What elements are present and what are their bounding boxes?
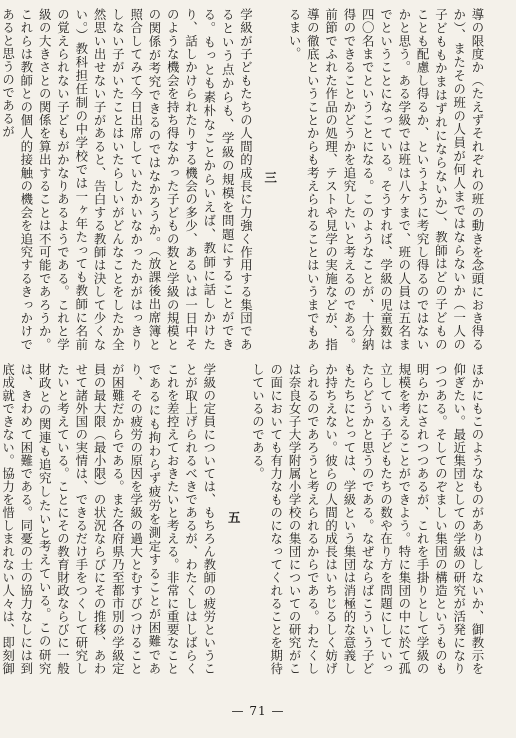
section-5-heading: 五: [226, 510, 242, 528]
section-3-heading: 三: [262, 171, 278, 188]
upper-text-block: [0, 8, 486, 351]
lower-text-block: [0, 363, 486, 675]
continuation-paragraph: ほかにもこのようなものがありはしないか、御教示を仰ぎたい。最近集団としての学級の研究が活発になりつつある。そしてのぞましい集団の構造というものも明らかにされつつあるが、これを手掛りとして学級の規模を考えることができよう。特に集団の中に於て孤立している子どもたちの数や在り方を問題にしていったらどうかと思うのである。なぜならばこういう子どもたちにとっては、学級という集団は消極的な意義しか持ちえない。彼らの人間的成長はいちじるしく妨げられるのであろうと考えられるからである。わたくしは奈良女子大学附属小学校の集団についての研究がこの面においても有力なものになってくれることを期待しているのである。: [250, 363, 485, 675]
section-3-paragraph: 学級が子どもたちの人間的成長に力強く作用する集団であるという点からも、学級の規模を問題にすることができる。もっとも素朴なことからいえば、教師に話しかけたり、話しかけられたりする機会の多少、あるいは一日中そのような機会を持ち得なかった子どもの数と学級の規模との関係が考究できるのではなかろうか。（放課後出席簿と照合してみて今日出席していたかいなかったかがはっきりしない子がいたことはいたらしいがどんなことをしたか全然思い出せない子があると、告白する教師は決して少くない。）教科担任制の中学校では一ヶ年たっても教師に名前の覚えられない子どもがかなりあるようである。これと学級の大きさとの関係を算出することは不可能であろうか。これらは教師との個人的接触の機会を追究するきっかけであると思うのであるが: [0, 8, 254, 351]
section-5-paragraph: 学級の定員については、もちろん教師の疲労ということが取上げられるべきであるが、わたくしはしばらくこれを差控えておきたいと考える。非常に重要なことであるにも拘わらず疲労を測定することが困難であり、その疲労の原因を学級の過大とむすびつけることが困難だからである。また各府県乃至都市別の学級定員の最大限（最小限）の状況ならびにその推移、あわせて諸外国の実情は、できるだけ手をつくして研究したいと考えている。ことにその教育財政ならびに一般財政との関連も追究したいと考えている。この研究は、きわめて困難である。同憂の士の協力なしには到底成就できない。協力を惜しまれない人々は、即刻御: [0, 363, 217, 675]
page-number: — 71 —: [231, 704, 285, 718]
intro-paragraph: 導の限度か（たえずそれぞれの班の動きを念頭におき得るか）、またその班の人員が何人まではならないか（一人の子どももかまはずれにならないか）、教師はどの子どものことも配慮し得るか、というように考究し得るのではないかと思う。ある学級では班は八ケまで、班の人員は五名までということになっている。そうすれば、学級の児童数は四〇名までということになる。このようなことが、十分納得のできることかどうかを追究したいと考えるのである。前節でふれた作品の処理、テストや見学の実施などが、指導の徹底ということからも考えられることはいうまでもあるまい。: [287, 8, 485, 351]
